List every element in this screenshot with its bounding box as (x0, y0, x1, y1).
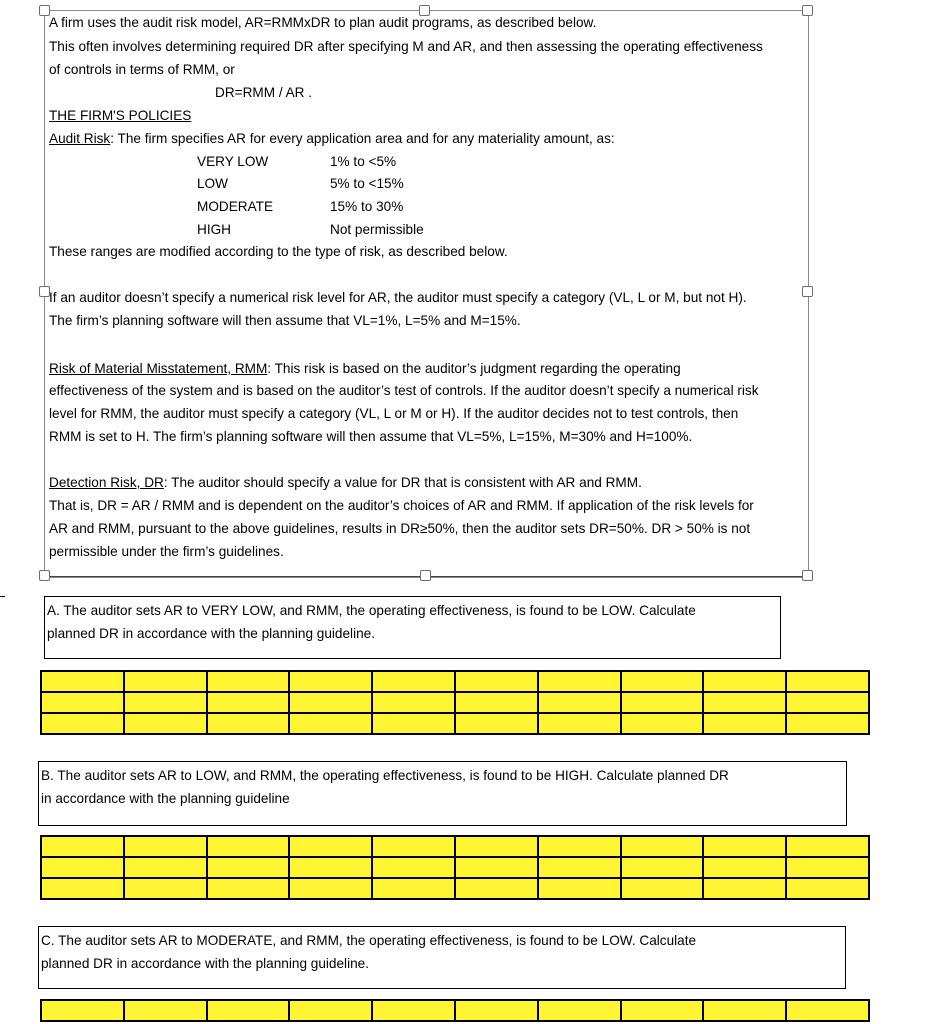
grid-cell[interactable] (703, 713, 786, 734)
grid-cell[interactable] (703, 878, 786, 899)
grid-cell[interactable] (207, 1000, 290, 1021)
grid-cell[interactable] (124, 713, 207, 734)
grid-cell[interactable] (124, 836, 207, 857)
ar-default-line-1: If an auditor doesn’t specify a numerical risk level for AR, the auditor must specify a category (VL, L or M, but not H). (49, 290, 747, 305)
grid-cell[interactable] (455, 857, 538, 878)
grid-cell[interactable] (41, 671, 124, 692)
answer-grid-a (40, 670, 870, 735)
resize-handle-top-right[interactable] (802, 5, 813, 16)
dr-line-3: AR and RMM, pursuant to the above guidelines, results in DR≥50%, then the auditor sets DR=50%. DR > 50% is not (49, 521, 751, 536)
grid-cell[interactable] (538, 692, 621, 713)
grid-cell[interactable] (786, 836, 869, 857)
grid-cell[interactable] (703, 692, 786, 713)
resize-handle-bottom-right[interactable] (802, 570, 813, 581)
grid-cell[interactable] (455, 692, 538, 713)
grid-cell[interactable] (703, 671, 786, 692)
grid-cell[interactable] (124, 671, 207, 692)
grid-cell[interactable] (786, 857, 869, 878)
grid-cell[interactable] (289, 878, 372, 899)
resize-handle-middle-right[interactable] (802, 286, 813, 297)
audit-risk-line (49, 130, 615, 148)
policies-heading: THE FIRM'S POLICIES (49, 108, 192, 123)
grid-cell[interactable] (538, 671, 621, 692)
grid-cell[interactable] (621, 857, 704, 878)
grid-cell[interactable] (124, 1000, 207, 1021)
question-b-line-1: B. The auditor sets AR to LOW, and RMM, the operating effectiveness, is found to be HIGH. Calculate planned DR (41, 768, 729, 783)
question-b-line-2: in accordance with the planning guideline (41, 791, 290, 806)
grid-cell[interactable] (289, 671, 372, 692)
grid-cell[interactable] (703, 1000, 786, 1021)
grid-cell[interactable] (41, 1000, 124, 1021)
question-c-line-1: C. The auditor sets AR to MODERATE, and RMM, the operating effectiveness, is found to be LOW. Calculate (41, 933, 697, 948)
grid-cell[interactable] (41, 878, 124, 899)
grid-cell[interactable] (207, 713, 290, 734)
grid-cell[interactable] (207, 671, 290, 692)
grid-cell[interactable] (207, 857, 290, 878)
rmm-line-4: RMM is set to H. The firm’s planning software will then assume that VL=5%, L=15%, M=30% and H=100%. (49, 429, 693, 444)
grid-row (41, 1000, 869, 1021)
rmm-label: Risk of Material Misstatement, RMM (49, 361, 268, 376)
grid-cell[interactable] (538, 878, 621, 899)
grid-cell[interactable] (538, 857, 621, 878)
grid-cell[interactable] (289, 836, 372, 857)
grid-cell[interactable] (786, 1000, 869, 1021)
grid-cell[interactable] (289, 692, 372, 713)
grid-cell[interactable] (455, 671, 538, 692)
question-a-line-2: planned DR in accordance with the planning guideline. (47, 626, 375, 641)
intro-line-2: This often involves determining required DR after specifying M and AR, and then assessing the operating effectiveness (49, 39, 763, 54)
question-a-box[interactable] (44, 596, 781, 659)
grid-cell[interactable] (703, 857, 786, 878)
audit-risk-label: Audit Risk (49, 131, 111, 146)
margin-tick (0, 596, 5, 597)
rmm-line-1 (49, 360, 681, 378)
intro-line-3: of controls in terms of RMM, or (49, 62, 235, 77)
question-b-box[interactable] (38, 761, 847, 826)
answer-grid-c (40, 999, 870, 1022)
question-c-line-2: planned DR in accordance with the planning guideline. (41, 956, 369, 971)
grid-cell[interactable] (207, 878, 290, 899)
grid-cell[interactable] (786, 713, 869, 734)
grid-cell[interactable] (621, 878, 704, 899)
grid-cell[interactable] (207, 836, 290, 857)
intro-line-1: A firm uses the audit risk model, AR=RMMxDR to plan audit programs, as described below. (49, 15, 597, 30)
dr-line-2: That is, DR = AR / RMM and is dependent on the auditor’s choices of AR and RMM. If application of the risk levels for (49, 498, 754, 513)
rmm-line-2: effectiveness of the system and is based on the auditor’s test of controls. If the auditor doesn’t specify a numerical risk (49, 383, 759, 398)
grid-cell[interactable] (455, 1000, 538, 1021)
dr-text: : The auditor should specify a value for DR that is consistent with AR and RMM. (163, 475, 642, 490)
grid-cell[interactable] (538, 713, 621, 734)
grid-cell[interactable] (372, 836, 455, 857)
grid-cell[interactable] (41, 857, 124, 878)
rmm-line-3: level for RMM, the auditor must specify a category (VL, L or M or H). If the auditor decides not to test controls, then (49, 406, 739, 421)
ranges-note: These ranges are modified according to the type of risk, as described below. (49, 244, 508, 259)
dr-line-1 (49, 474, 642, 492)
grid-cell[interactable] (455, 713, 538, 734)
grid-cell[interactable] (621, 713, 704, 734)
resize-handle-bottom-left[interactable] (39, 570, 50, 581)
range-category: MODERATE (197, 199, 274, 214)
grid-cell[interactable] (538, 836, 621, 857)
grid-row (41, 692, 869, 713)
grid-cell[interactable] (372, 878, 455, 899)
grid-cell[interactable] (372, 671, 455, 692)
grid-cell[interactable] (124, 878, 207, 899)
resize-handle-bottom-center[interactable] (420, 570, 431, 581)
dr-line-4: permissible under the firm’s guidelines. (49, 544, 284, 559)
grid-cell[interactable] (41, 692, 124, 713)
grid-row (41, 671, 869, 692)
grid-cell[interactable] (124, 857, 207, 878)
grid-cell[interactable] (289, 713, 372, 734)
grid-cell[interactable] (621, 671, 704, 692)
grid-cell[interactable] (703, 836, 786, 857)
question-a-line-1: A. The auditor sets AR to VERY LOW, and RMM, the operating effectiveness, is found to be LOW. Calculate (47, 603, 696, 618)
grid-cell[interactable] (289, 1000, 372, 1021)
grid-cell[interactable] (621, 692, 704, 713)
grid-row (41, 857, 869, 878)
grid-row (41, 878, 869, 899)
range-category: VERY LOW (197, 154, 269, 169)
grid-cell[interactable] (455, 836, 538, 857)
range-category: HIGH (197, 222, 231, 237)
grid-row (41, 836, 869, 857)
range-value: 1% to <5% (330, 154, 397, 169)
ar-default-line-2: The firm’s planning software will then assume that VL=1%, L=5% and M=15%. (49, 313, 521, 328)
grid-cell[interactable] (786, 878, 869, 899)
range-category: LOW (197, 176, 228, 191)
grid-cell[interactable] (372, 1000, 455, 1021)
grid-cell[interactable] (41, 713, 124, 734)
grid-cell[interactable] (455, 878, 538, 899)
dr-formula: DR=RMM / AR . (215, 85, 313, 100)
range-value: 15% to 30% (330, 199, 404, 214)
grid-cell[interactable] (41, 836, 124, 857)
dr-label: Detection Risk, DR (49, 475, 164, 490)
range-value: 5% to <15% (330, 176, 404, 191)
grid-cell[interactable] (207, 692, 290, 713)
grid-cell[interactable] (621, 1000, 704, 1021)
rmm-text: : This risk is based on the auditor’s judgment regarding the operating (267, 361, 681, 376)
answer-grid-b (40, 835, 870, 900)
grid-cell[interactable] (538, 1000, 621, 1021)
audit-risk-text: : The firm specifies AR for every application area and for any materiality amount, as: (110, 131, 615, 146)
grid-cell[interactable] (372, 713, 455, 734)
range-value: Not permissible (330, 222, 424, 237)
grid-cell[interactable] (786, 692, 869, 713)
grid-cell[interactable] (289, 857, 372, 878)
grid-cell[interactable] (372, 692, 455, 713)
grid-row (41, 713, 869, 734)
grid-cell[interactable] (372, 857, 455, 878)
grid-cell[interactable] (621, 836, 704, 857)
question-c-box[interactable] (38, 926, 846, 989)
grid-cell[interactable] (124, 692, 207, 713)
grid-cell[interactable] (786, 671, 869, 692)
